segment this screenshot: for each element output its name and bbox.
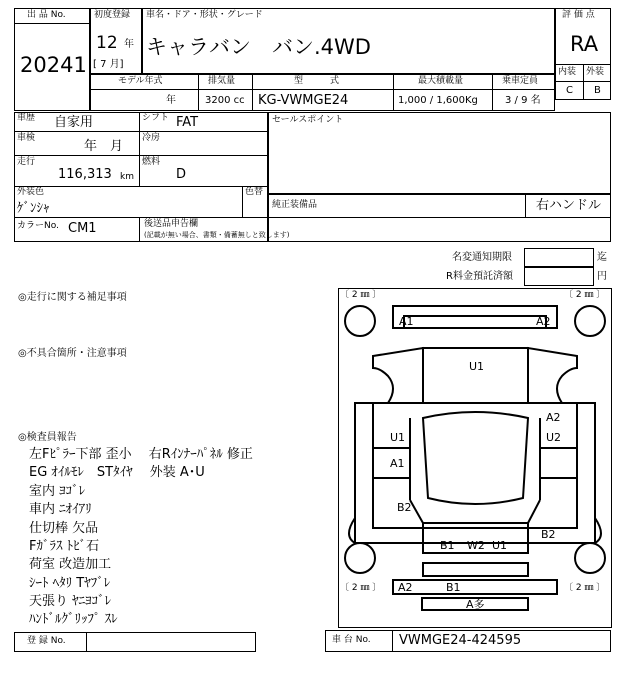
interior-grade: C	[566, 85, 573, 96]
remark-line: 室内 ﾖｺﾞﾚ	[29, 484, 86, 499]
specs-divider	[252, 74, 253, 111]
remark-line: 荷室 改造加工	[29, 557, 112, 572]
chassis-label: 車 台 No.	[332, 635, 371, 645]
first-reg-label: 初度登録	[94, 10, 131, 20]
shift-label: シフト	[142, 113, 170, 123]
fuel-value: D	[176, 167, 187, 182]
capacity-label: 乗車定員	[502, 76, 539, 86]
specs-divider	[492, 74, 493, 111]
mileage-unit: km	[120, 172, 134, 182]
damage-right-front: A2	[546, 411, 561, 424]
registration-divider	[86, 632, 87, 652]
car-damage-diagram	[338, 288, 612, 628]
color-label: 外装色	[17, 187, 45, 197]
exterior-label: 外装	[586, 67, 605, 77]
equipment-divider	[525, 194, 526, 217]
steering-value: 右ハンドル	[536, 198, 602, 213]
damage-left-front-2: A1	[390, 457, 405, 470]
load-value: 1,000 / 1,600Kg	[398, 95, 478, 106]
specs-header-line	[90, 89, 555, 90]
equipment-line	[268, 217, 611, 218]
details-row-line	[14, 155, 268, 156]
damage-rear-bumper-a2: A2	[398, 581, 413, 594]
recycle-label: R料金預託済額	[446, 271, 513, 282]
score-label: 評 価 点	[562, 10, 595, 20]
history-label: 車歴	[17, 113, 36, 123]
score-grid-divider	[583, 64, 584, 100]
tire-front-left	[345, 306, 375, 336]
exterior-grade: B	[594, 85, 601, 96]
color-no-label: カラーNo.	[17, 221, 59, 231]
type-value: KG-VWMGE24	[258, 93, 349, 108]
tire-depth-front-left: 〔 2 ㎜ 〕	[340, 290, 382, 300]
damage-rear-bottom: A多	[466, 598, 485, 611]
docs-label: 後送品申告欄	[144, 219, 199, 229]
damage-left-front: U1	[390, 431, 406, 444]
mileage-value: 116,313	[58, 167, 112, 182]
remark-line: 仕切棒 欠品	[29, 521, 99, 536]
notice-field	[524, 248, 594, 267]
details-row-line	[14, 131, 268, 132]
color-no-value: CM1	[68, 221, 97, 236]
tire-rear-left	[345, 543, 375, 573]
color-value: ｹﾞﾝｼｬ	[17, 201, 50, 216]
car-name: キャラバン バン.4WD	[146, 35, 371, 59]
score-value: RA	[570, 32, 599, 56]
damage-front-bumper-right: A2	[536, 315, 551, 328]
defects-label: ◎不具合箇所・注意事項	[18, 348, 127, 359]
model-year-label: モデル年式	[118, 76, 163, 86]
specs-divider	[393, 74, 394, 111]
remark-line: EG ｵｲﾙﾓﾚ STﾀｲﾔ 外装 A･U	[29, 465, 205, 480]
car-name-label: 車名・ドア・形状・グレード	[146, 10, 263, 20]
details-col-line	[242, 186, 243, 217]
recycle-field	[524, 267, 594, 286]
tire-depth-rear-left: 〔 2 ㎜ 〕	[340, 583, 382, 593]
equipment-label: 純正装備品	[272, 200, 318, 210]
details-row-line	[14, 217, 268, 218]
tire-depth-front-right: 〔 2 ㎜ 〕	[564, 290, 606, 300]
color-change-label: 色替	[245, 187, 264, 197]
registration-label: 登 録 No.	[27, 636, 66, 646]
tire-rear-right	[575, 543, 605, 573]
displacement-label: 排気量	[208, 76, 236, 86]
history-value: 自家用	[54, 115, 94, 130]
damage-rear-u1: U1	[492, 539, 508, 552]
damage-rear-bumper-b1: B1	[446, 581, 461, 594]
first-reg-month: [ 7 月]	[93, 59, 124, 70]
recycle-unit: 円	[597, 271, 607, 282]
details-row-line	[14, 186, 268, 187]
chassis-value: VWMGE24-424595	[399, 633, 522, 648]
fuel-label: 燃料	[142, 157, 161, 167]
specs-divider	[198, 74, 199, 111]
sales-point-label: セールスポイント	[272, 115, 344, 125]
remark-line: 左Fﾋﾟﾗｰ下部 歪小 右Rｲﾝﾅｰﾊﾟﾈﾙ 修正	[29, 447, 253, 462]
remark-line: Fｶﾞﾗｽ ﾄﾋﾞ石	[29, 539, 100, 554]
inspector-label: ◎検査員報告	[18, 432, 77, 443]
inspection-label: 車検	[17, 133, 36, 143]
docs-note: (記載が無い場合、書類・備蓄無しと致します)	[144, 231, 290, 239]
load-label: 最大積載量	[418, 76, 464, 86]
tire-depth-rear-right: 〔 2 ㎜ 〕	[564, 583, 606, 593]
inspection-value: 年 月	[84, 139, 124, 154]
remark-line: ｼｰﾄ ﾍﾀﾘ Tﾔﾌﾞﾚ	[29, 576, 111, 591]
details-col-line	[139, 217, 140, 242]
lot-number: 20241	[20, 53, 87, 77]
mileage-label: 走行	[17, 157, 36, 167]
damage-hood: U1	[469, 360, 485, 373]
capacity-value: 3 / 9 名	[505, 95, 541, 106]
remark-line: 車内 ﾆｵｲｱﾘ	[29, 502, 92, 517]
interior-label: 内装	[558, 67, 577, 77]
first-reg-year: 12	[96, 33, 118, 53]
damage-left-rear: B2	[397, 501, 412, 514]
chassis-divider	[392, 630, 393, 652]
displacement-value: 3200 cc	[205, 95, 245, 106]
notice-unit: 迄	[597, 252, 607, 263]
damage-front-bumper-left: A1	[399, 315, 414, 328]
damage-right-front-2: U2	[546, 431, 562, 444]
details-col-line	[139, 112, 140, 186]
shift-value: FAT	[176, 115, 199, 130]
remark-line: ﾊﾝﾄﾞﾙｸﾞﾘｯﾌﾟ ｽﾚ	[29, 612, 118, 627]
driving-remarks-label: ◎走行に関する補足事項	[18, 292, 127, 303]
damage-rear-b1: B1	[440, 539, 455, 552]
model-year-unit: 年	[166, 95, 176, 106]
ac-label: 冷房	[142, 133, 161, 143]
notice-label: 名変通知期限	[452, 252, 512, 263]
type-label: 型 式	[294, 76, 340, 86]
tire-front-right	[575, 306, 605, 336]
first-reg-year-unit: 年	[124, 39, 134, 50]
lot-label: 出 品 No.	[27, 10, 66, 20]
damage-right-rear: B2	[541, 528, 556, 541]
damage-rear-w2: W2	[467, 539, 485, 552]
remark-line: 天張り ﾔﾆﾖｺﾞﾚ	[29, 594, 112, 609]
